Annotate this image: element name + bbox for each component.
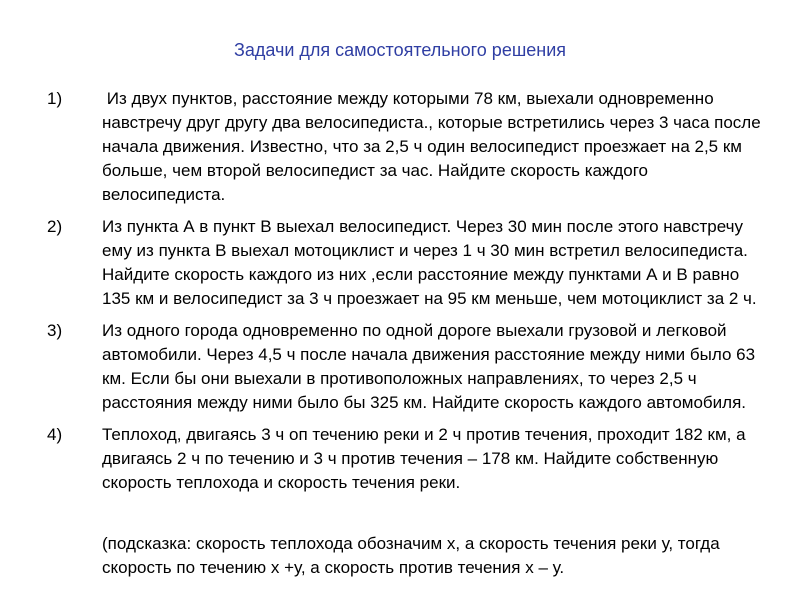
task-number: 2) xyxy=(47,217,63,236)
task-text: Теплоход, двигаясь 3 ч оп течению реки и 2 ч против течения, проходит 182 км, а двигаясь 2 ч по течению и 3 ч против течения – 178 км. Найдите собственную скорость теплохода и скорость течения реки. xyxy=(102,425,746,492)
task-text: Из двух пунктов, расстояние между которыми 78 км, выехали одновременно навстречу друг другу два велосипедиста., которые встретились через 3 часа после начала движения. Известно, что за 2,5 ч один велосипедист проезжает на 2,5 км больше, чем второй велосипедист за час. Найдите скорость каждого велосипедиста. xyxy=(102,89,766,204)
task-item-1 xyxy=(47,87,767,207)
task-number: 4) xyxy=(47,425,63,444)
task-text: Из одного города одновременно по одной дороге выехали грузовой и легковой автомобили. Через 4,5 ч после начала движения расстояние между ними было 63 км. Если бы они выехали в противоположных направлениях, то через 2,5 ч расстояния между ними было бы 325 км. Найдите скорость каждого автомобиля. xyxy=(102,321,756,412)
task-item-2 xyxy=(47,215,767,311)
hint-text: (подсказка: скорость теплохода обозначим х, а скорость течения реки у, тогда скорость по течению х +у, а скорость против течения х – у. xyxy=(102,534,720,577)
task-item-3 xyxy=(47,319,767,415)
page-title: Задачи для самостоятельного решения xyxy=(233,40,567,60)
task-number: 3) xyxy=(47,321,63,340)
task-number: 1) xyxy=(47,89,63,108)
task-list xyxy=(47,87,767,503)
task-text: Из пункта А в пункт В выехал велосипедист. Через 30 мин после этого навстречу ему из пункта В выехал мотоциклист и через 1 ч 30 мин встретил велосипедиста. Найдите скорость каждого из них ,если расстояние между пунктами А и В равно 135 км и велосипедист за 3 ч проезжает на 95 км меньше, чем мотоциклист за 2 ч. xyxy=(102,217,757,308)
task-item-4 xyxy=(47,423,767,495)
